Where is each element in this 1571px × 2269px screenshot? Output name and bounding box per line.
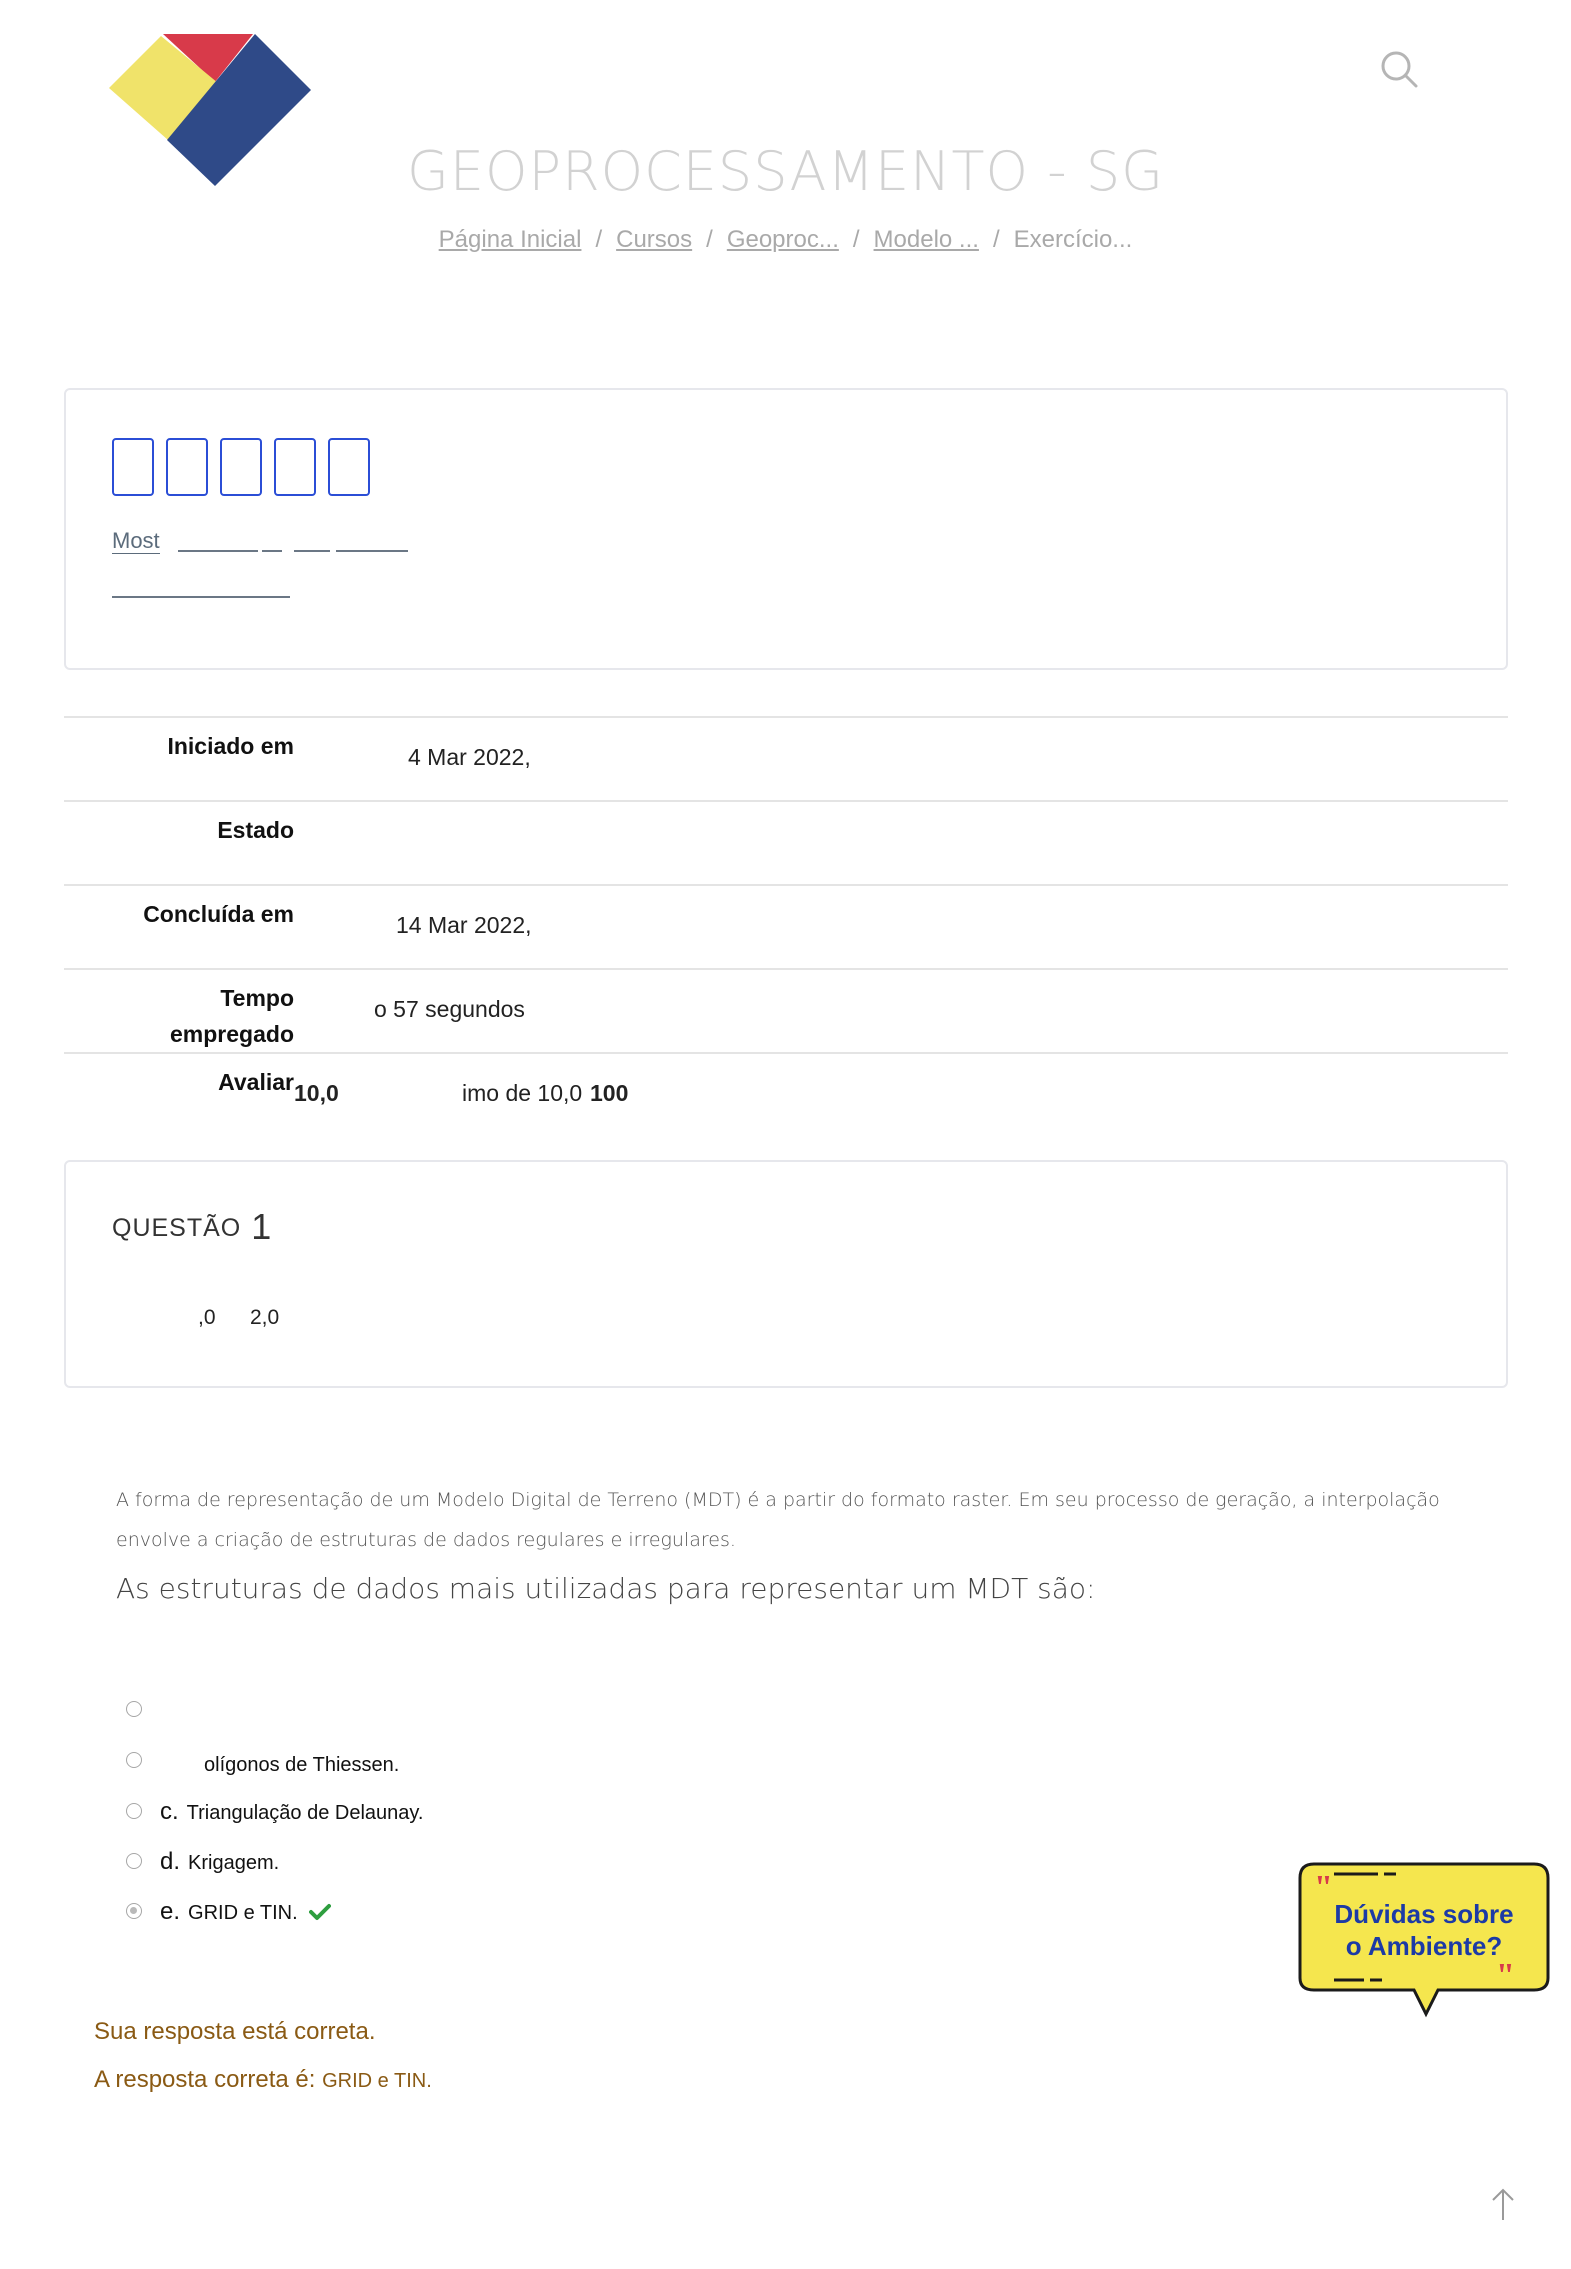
link-underline: [294, 550, 330, 552]
option-letter: e.: [160, 1898, 181, 1925]
option-text: Krigagem.: [188, 1852, 280, 1874]
site-title: GEOPROCESSAMENTO - SG: [407, 140, 1164, 203]
summary-row-time: [64, 968, 1508, 1052]
answer-option-c: [160, 1798, 424, 1826]
question-text: A forma de representação de um Modelo Digital de Terreno (MDT) é a partir do formato raster. Em seu processo de geração, a interpolação envolve a criação de estruturas de dados regulares e irregulares.: [116, 1489, 1440, 1551]
answer-radio-c[interactable]: [126, 1803, 142, 1819]
help-bubble-button[interactable]: [1298, 1862, 1550, 2022]
help-bubble-line1: Dúvidas sobre: [1334, 1899, 1514, 1929]
link-underline: [178, 550, 258, 552]
answer-radio-b[interactable]: [126, 1752, 142, 1768]
option-text: Triangulação de Delaunay.: [186, 1802, 424, 1824]
summary-row-state: [64, 800, 1508, 884]
summary-row-completed: [64, 884, 1508, 968]
feedback-right-answer: [94, 2066, 432, 2094]
summary-value: imo de 10,0: [462, 1080, 583, 1106]
question-prompt: As estruturas de dados mais utilizadas para representar um MDT são:: [116, 1572, 1096, 1605]
help-bubble-line2: o Ambiente?: [1345, 1931, 1503, 1961]
answer-radio-a[interactable]: [126, 1701, 142, 1717]
summary-row-started: [64, 716, 1508, 800]
answer-option-a: [160, 1694, 168, 1722]
quiz-nav-question-3[interactable]: [220, 438, 262, 496]
quiz-nav-question-1[interactable]: [112, 438, 154, 496]
svg-text:": ": [1496, 1957, 1515, 1994]
right-answer-label: A resposta correta é:: [94, 2066, 316, 2093]
show-one-page-link-text: Most: [112, 528, 160, 553]
summary-label: Iniciado em: [167, 733, 294, 759]
answer-option-e: [160, 1898, 331, 1926]
grade-value: 10,0: [294, 1080, 339, 1106]
breadcrumb: [0, 226, 1571, 254]
question-header: [112, 1206, 272, 1248]
breadcrumb-module[interactable]: Modelo ...: [873, 226, 979, 253]
summary-value: o 57 segundos: [374, 996, 525, 1022]
question-info-panel: [64, 1160, 1508, 1388]
option-text: GRID e TIN.: [188, 1902, 298, 1924]
quiz-navigation-panel: [64, 388, 1508, 670]
svg-text:": ": [1314, 1869, 1333, 1906]
quiz-nav-question-2[interactable]: [166, 438, 208, 496]
question-max-mark: 2,0: [250, 1306, 280, 1329]
option-letter: c.: [160, 1798, 179, 1825]
answer-radio-e[interactable]: [126, 1903, 142, 1919]
summary-value: 4 Mar 2022,: [408, 744, 531, 770]
search-button[interactable]: [1378, 48, 1422, 92]
link-underline: [336, 550, 408, 552]
answer-radio-d[interactable]: [126, 1853, 142, 1869]
question-mark: ,0: [198, 1306, 216, 1329]
check-icon: [309, 1903, 331, 1921]
back-to-top-button[interactable]: [1490, 2186, 1516, 2222]
right-answer-value: GRID e TIN.: [322, 2070, 432, 2092]
quiz-nav-question-5[interactable]: [328, 438, 370, 496]
breadcrumb-separator: /: [992, 226, 1000, 253]
arrow-up-icon: [1490, 2186, 1516, 2222]
option-letter: d.: [160, 1848, 181, 1875]
summary-label: Avaliar: [218, 1069, 294, 1095]
summary-label: Tempo empregado: [170, 985, 294, 1047]
question-number: 1: [251, 1206, 273, 1247]
answer-option-b: [196, 1750, 399, 1778]
breadcrumb-course[interactable]: Geoproc...: [726, 226, 839, 253]
option-text: olígonos de Thiessen.: [204, 1754, 400, 1776]
breadcrumb-courses[interactable]: Cursos: [616, 226, 693, 253]
breadcrumb-separator: /: [595, 226, 603, 253]
finish-review-link[interactable]: [112, 596, 290, 598]
search-icon: [1378, 48, 1422, 92]
breadcrumb-home[interactable]: Página Inicial: [438, 226, 582, 253]
summary-label: Concluída em: [143, 901, 294, 927]
summary-value: 14 Mar 2022,: [396, 912, 532, 938]
quiz-nav-question-4[interactable]: [274, 438, 316, 496]
breadcrumb-separator: /: [852, 226, 860, 253]
link-underline: [262, 550, 282, 552]
answer-option-d: [160, 1848, 279, 1876]
summary-row-grade: [64, 1052, 1508, 1136]
show-one-page-link[interactable]: [112, 528, 160, 554]
breadcrumb-separator: /: [706, 226, 713, 253]
question-label: QUESTÃO: [112, 1214, 242, 1242]
summary-label: Estado: [217, 817, 294, 843]
feedback-correct: Sua resposta está correta.: [94, 2018, 376, 2045]
breadcrumb-current: Exercício...: [1013, 226, 1133, 253]
grade-percent: 100: [590, 1080, 629, 1106]
